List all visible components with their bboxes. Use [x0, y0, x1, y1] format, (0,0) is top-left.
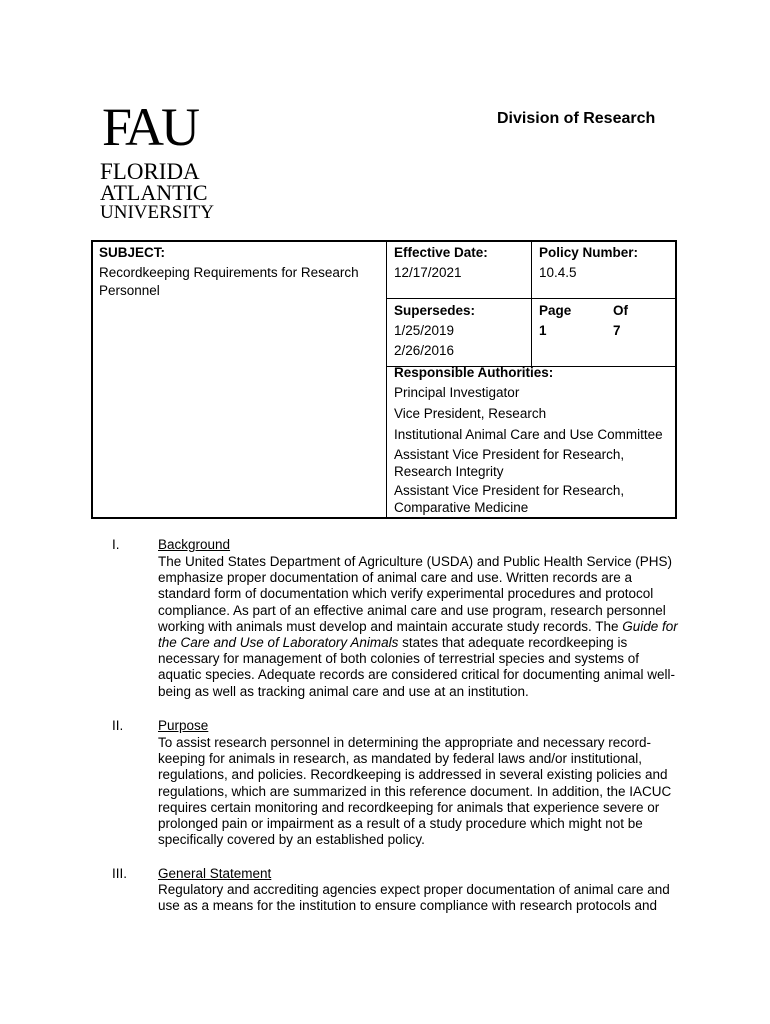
authority-item: Assistant Vice President for Research, Comparative Medicine: [394, 483, 625, 515]
effective-date-label: Effective Date:: [394, 245, 488, 260]
section-text-background: The United States Department of Agriculture (USDA) and Public Health Service (PHS) emphasize proper documentation of animal care and use. Written records are a standard form of documentation which verify experimental procedures and protocol compliance. As part of an effective animal care and use program, research personnel working with animals must develop and maintain accurate study records. The Guide for the Care and Use of Laboratory Animals states that adequate recordkeeping is necessary for management of both colonies of terrestrial species and systems of aquatic species. Adequate records are considered critical for documenting animal well-being as well as tracking animal care and use at an institution.: [158, 554, 678, 699]
fau-logo: [100, 97, 225, 225]
section-numeral: III.: [112, 866, 128, 881]
authority-item: Institutional Animal Care and Use Committee: [394, 427, 663, 442]
section-text-general-statement: Regulatory and accrediting agencies expect proper documentation of animal care and use as a means for the institution to ensure compliance with research protocols and: [158, 882, 670, 914]
authorities-label: Responsible Authorities:: [394, 365, 554, 380]
section-heading-purpose: Purpose: [158, 718, 209, 733]
effective-date-value: 12/17/2021: [394, 265, 462, 280]
authority-item: Vice President, Research: [394, 406, 547, 421]
supersedes-date-2: 2/26/2016: [394, 343, 455, 358]
policy-info-table: [91, 240, 677, 519]
subject-value: Recordkeeping Requirements for Research Personnel: [99, 265, 359, 298]
policy-number-label: Policy Number:: [539, 245, 639, 260]
supersedes-date-1: 1/25/2019: [394, 323, 455, 338]
logo-line-atlantic: ATLANTIC: [100, 180, 208, 205]
section-text-purpose: To assist research personnel in determining the appropriate and necessary record-keeping for animals in research, as mandated by federal laws and/or institutional, regulations, and policies. Recordkeeping is addressed in several existing policies and regulations, which are summarized in this reference document. In addition, the IACUC requires certain monitoring and recordkeeping for animals that experience severe or prolonged pain or impairment as a result of a study procedure which might not be specifically covered by an established policy.: [158, 735, 672, 848]
of-label: Of: [613, 303, 628, 318]
section-heading-general-statement: General Statement: [158, 866, 272, 881]
logo-line-florida: FLORIDA: [100, 159, 200, 184]
section-numeral: II.: [112, 718, 124, 733]
authority-item: Assistant Vice President for Research, Research Integrity: [394, 447, 625, 479]
of-value: 7: [613, 323, 621, 338]
logo-wordmark: FAU: [102, 97, 198, 157]
subject-label: SUBJECT:: [99, 245, 166, 260]
policy-number-value: 10.4.5: [539, 265, 577, 280]
logo-line-university: UNIVERSITY: [100, 202, 214, 223]
section-heading-background: Background: [158, 537, 231, 552]
authority-item: Principal Investigator: [394, 385, 520, 400]
page-label: Page: [539, 303, 572, 318]
supersedes-label: Supersedes:: [394, 303, 476, 318]
division-title: Division of Research: [497, 110, 656, 127]
page-value: 1: [539, 323, 547, 338]
section-numeral: I.: [112, 537, 120, 552]
